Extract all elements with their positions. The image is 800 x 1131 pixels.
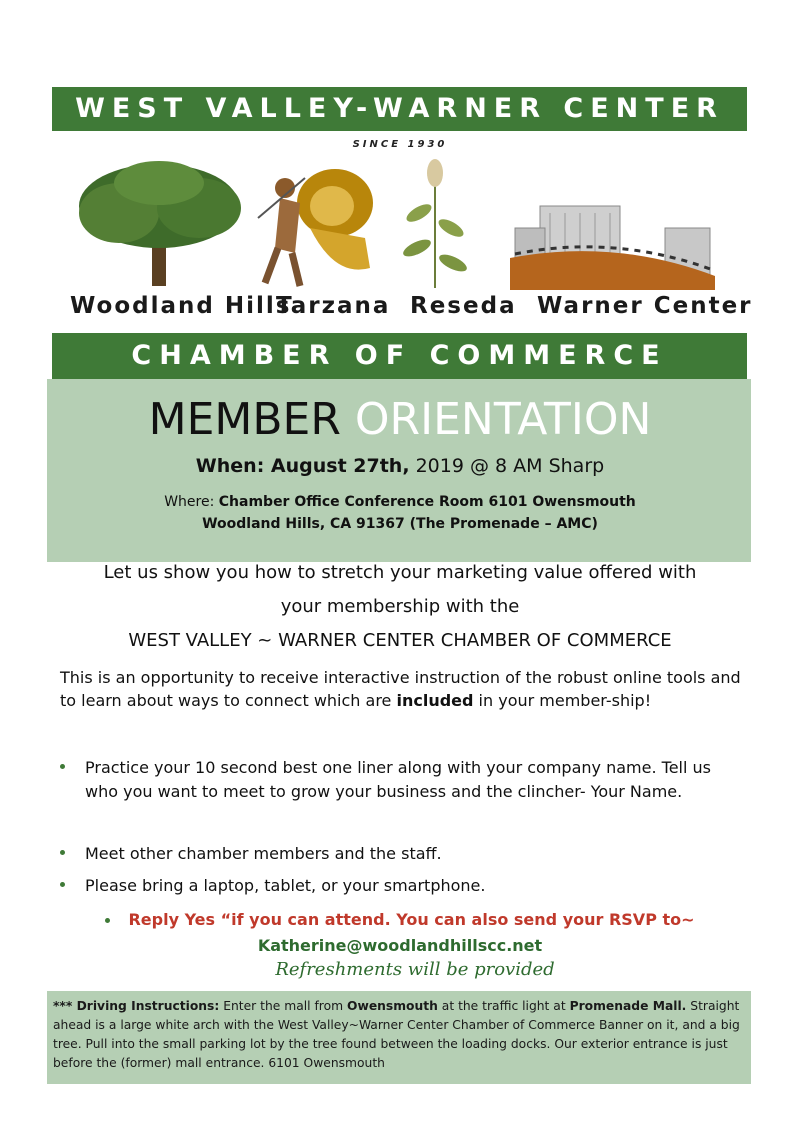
intro-part2: in your member-ship!	[473, 691, 652, 710]
town-reseda: Reseda	[410, 293, 517, 319]
list-item	[60, 756, 740, 804]
driving-b2: Promenade Mall.	[569, 999, 687, 1013]
intro-bold: included	[396, 691, 474, 710]
bottom-banner: CHAMBER OF COMMERCE	[52, 333, 747, 379]
title-word-member: MEMBER	[148, 394, 341, 445]
intro-paragraph	[60, 666, 750, 712]
event-where	[0, 494, 800, 510]
when-rest: 2019 @ 8 AM Sharp	[409, 455, 605, 477]
town-warner-center: Warner Center	[537, 293, 753, 319]
intro-part1: This is an opportunity to receive interactive instruction of the robust online tools and to learn about ways to connect which are	[60, 668, 741, 710]
bullet-dot-icon	[60, 850, 65, 855]
town-woodland-hills: Woodland Hills	[70, 293, 292, 319]
bullet-text: Meet other chamber members and the staff.	[85, 844, 442, 863]
bullet-text: Please bring a laptop, tablet, or your smartphone.	[85, 876, 486, 895]
driving-t1: Enter the mall from	[219, 999, 347, 1013]
rsvp-reply-text: Reply Yes “if you can attend. You can also send your RSVP to~	[128, 910, 695, 929]
list-item	[60, 842, 740, 866]
title-word-orientation: ORIENTATION	[354, 394, 652, 445]
refreshments-note: Refreshments will be provided	[275, 959, 555, 980]
top-banner: WEST VALLEY-WARNER CENTER	[52, 87, 747, 131]
event-where-line2: Woodland Hills, CA 91367 (The Promenade – AMC)	[202, 516, 598, 532]
lead-line-1: Let us show you how to stretch your marketing value offered with	[103, 562, 697, 583]
lead-line-2: your membership with the	[280, 596, 520, 617]
driving-instructions	[53, 997, 743, 1073]
where-label: Where:	[164, 494, 219, 510]
bullet-text: Practice your 10 second best one liner along with your company name. Tell us who you want to meet to grow your business and the clincher- Your Name.	[85, 758, 711, 801]
driving-b1: Owensmouth	[347, 999, 438, 1013]
lead-line-3: WEST VALLEY ~ WARNER CENTER CHAMBER OF COMMERCE	[128, 630, 672, 651]
bullet-dot-icon	[60, 882, 65, 887]
where-place: Chamber Office Conference Room 6101 Owensmouth	[218, 494, 636, 510]
event-when	[0, 455, 800, 477]
bullet-dot-icon	[105, 918, 110, 923]
driving-label: *** Driving Instructions:	[53, 999, 220, 1013]
reseda-plant-icon	[395, 158, 475, 293]
event-title	[0, 392, 800, 448]
driving-t3: Straight ahead is a large white arch with the West Valley~Warner Center Chamber of Commerce Banner on it, and a big tree. Pull into the small parking lot by the tree found between the loading docks. Our exterior entrance is just before the (former) mall entrance. 6101 Owensmouth	[53, 999, 740, 1070]
oak-tree-icon	[74, 158, 244, 288]
warner-center-buildings-icon	[505, 158, 720, 293]
town-tarzana: Tarzana	[276, 293, 391, 319]
since-year: SINCE 1930	[352, 139, 448, 150]
tarzan-lion-icon	[250, 158, 380, 288]
list-item	[60, 874, 740, 898]
driving-t2: at the traffic light at	[437, 999, 570, 1013]
rsvp-email[interactable]: Katherine@woodlandhillscc.net	[257, 936, 543, 955]
when-bold: When: August 27th,	[195, 455, 410, 477]
rsvp-reply	[0, 910, 800, 929]
bullet-dot-icon	[60, 764, 65, 769]
